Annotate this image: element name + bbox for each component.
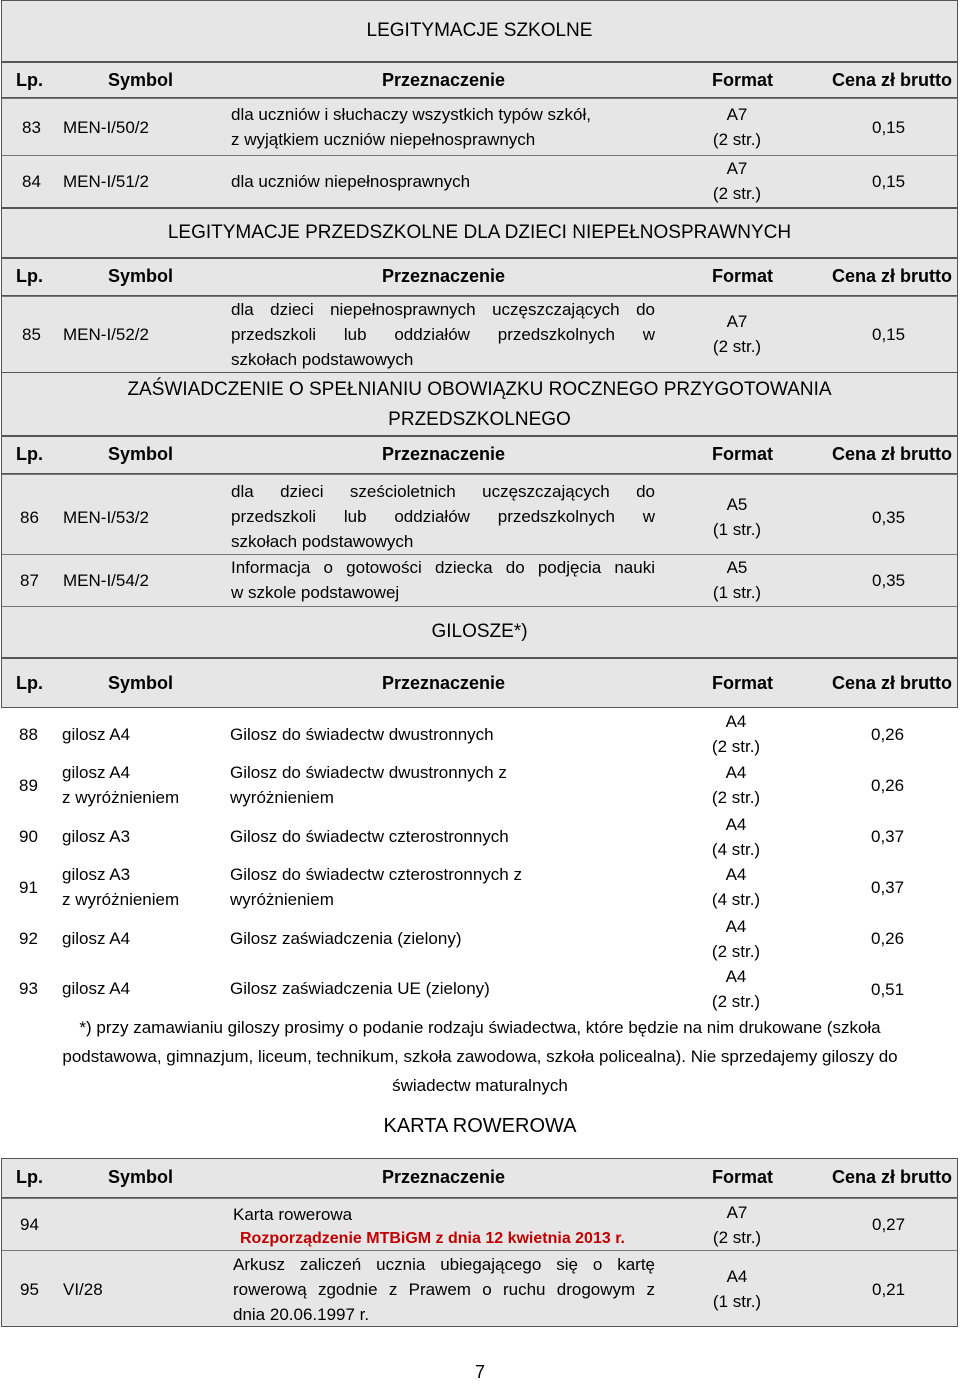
row-description <box>233 1252 655 1327</box>
row-description: Karta rowerowa <box>233 1205 353 1224</box>
row-symbol: MEN-I/53/2 <box>63 508 149 527</box>
row-format: A7 <box>726 159 748 178</box>
row-description: dla uczniów i słuchaczy wszystkich typów szkół, <box>231 105 591 124</box>
table-row <box>1 155 958 208</box>
row-format-pages: (1 str.) <box>712 583 762 602</box>
table-row <box>1 1198 958 1250</box>
row-lp: 88 <box>19 725 38 744</box>
row-format-pages: (2 str.) <box>712 130 762 149</box>
section-title-legitymacje-szkolne <box>1 0 958 62</box>
table-header <box>1 258 958 296</box>
desc-line: rowerową zgodnie z Prawem o ruchu drogowym z <box>233 1280 655 1299</box>
row-format-pages: (1 str.) <box>712 520 762 539</box>
header-purpose: Przeznaczenie <box>382 444 506 464</box>
row-description: dla uczniów niepełnosprawnych <box>231 172 471 191</box>
row-format-pages: (2 str.) <box>711 992 761 1011</box>
header-price: Cena zł brutto <box>832 266 952 286</box>
section-title-legitymacje-przedszkolne <box>1 208 958 258</box>
row-lp: 83 <box>22 118 41 137</box>
header-purpose: Przeznaczenie <box>382 673 506 693</box>
row-price: 0,15 <box>872 325 906 344</box>
row-format: A4 <box>725 815 747 834</box>
footnote-line: świadectw maturalnych <box>392 1076 568 1095</box>
row-format: A4 <box>725 712 747 731</box>
row-lp: 90 <box>19 827 38 846</box>
row-price: 0,21 <box>872 1280 906 1299</box>
row-description: Gilosz do świadectw dwustronnych z <box>230 763 507 782</box>
header-lp: Lp. <box>16 444 43 464</box>
row-format: A4 <box>725 967 747 986</box>
row-format-pages: (4 str.) <box>711 890 761 909</box>
row-symbol-suffix: z wyróżnieniem <box>62 788 180 807</box>
row-price: 0,15 <box>872 118 906 137</box>
header-format: Format <box>712 266 774 286</box>
table-header <box>1 1158 958 1198</box>
row-price: 0,26 <box>871 776 905 795</box>
header-lp: Lp. <box>16 1167 43 1187</box>
row-lp: 93 <box>19 979 38 998</box>
header-purpose: Przeznaczenie <box>382 1167 506 1187</box>
table-row <box>1 812 958 862</box>
section-title-text: ZAŚWIADCZENIE O SPEŁNIANIU OBOWIĄZKU ROCZNEGO PRZYGOTOWANIA <box>127 379 832 400</box>
row-format-pages: (2 str.) <box>711 942 761 961</box>
row-lp: 92 <box>19 929 38 948</box>
row-lp: 95 <box>20 1280 39 1299</box>
section-title-text: LEGITYMACJE PRZEDSZKOLNE DLA DZIECI NIEPEŁNOSPRAWNYCH <box>167 222 792 243</box>
row-description: Gilosz do świadectw dwustronnych <box>230 725 494 744</box>
header-symbol: Symbol <box>108 266 174 286</box>
footnote-line: podstawowa, gimnazjum, liceum, technikum, szkoła zawodowa, szkoła policealna). Nie sprzedajemy giloszy do <box>62 1047 898 1066</box>
header-lp: Lp. <box>16 266 43 286</box>
header-format: Format <box>712 444 774 464</box>
table-row <box>1 914 958 964</box>
row-price: 0,35 <box>872 571 906 590</box>
row-symbol: MEN-I/51/2 <box>63 172 149 191</box>
row-format: A4 <box>725 865 747 884</box>
row-format: A5 <box>726 558 748 577</box>
section-title-gilosze <box>1 606 958 658</box>
row-description <box>231 555 655 605</box>
row-lp: 89 <box>19 776 38 795</box>
header-format: Format <box>712 673 774 693</box>
row-price: 0,37 <box>871 878 905 897</box>
row-symbol: MEN-I/50/2 <box>63 118 149 137</box>
header-purpose: Przeznaczenie <box>382 70 506 90</box>
table-row <box>1 474 958 554</box>
header-price: Cena zł brutto <box>832 673 952 693</box>
row-price: 0,15 <box>872 172 906 191</box>
table-header <box>1 658 958 708</box>
row-symbol: VI/28 <box>63 1280 103 1299</box>
header-symbol: Symbol <box>108 673 174 693</box>
row-symbol: gilosz A4 <box>62 979 131 998</box>
table-header <box>1 436 958 474</box>
gilosze-footnote <box>0 1013 960 1100</box>
header-symbol: Symbol <box>108 1167 174 1187</box>
header-format: Format <box>712 70 774 90</box>
row-lp: 91 <box>19 878 38 897</box>
desc-line: dla dzieci sześcioletnich uczęszczających do <box>231 482 655 501</box>
header-price: Cena zł brutto <box>832 444 952 464</box>
footnote-line: *) przy zamawianiu giloszy prosimy o podanie rodzaju świadectwa, które będzie na nim drukowane (szkoła <box>79 1018 881 1037</box>
desc-line: szkołach podstawowych <box>231 532 414 551</box>
section-title-text: PRZEDSZKOLNEGO <box>388 409 571 430</box>
desc-line: w szkole podstawowej <box>231 583 400 602</box>
header-symbol: Symbol <box>108 444 174 464</box>
section-title-text: LEGITYMACJE SZKOLNE <box>366 20 593 41</box>
header-format: Format <box>712 1167 774 1187</box>
row-price: 0,26 <box>871 929 905 948</box>
row-symbol-suffix: z wyróżnieniem <box>62 890 180 909</box>
desc-line: Arkusz zaliczeń ucznia ubiegającego się o kartę <box>233 1255 655 1274</box>
section-title-text: GILOSZE*) <box>431 621 528 642</box>
row-format-pages: (2 str.) <box>711 737 761 756</box>
row-format: A7 <box>726 105 748 124</box>
row-price: 0,26 <box>871 725 905 744</box>
section-title-karta-rowerowa: KARTA ROWEROWA <box>383 1115 577 1137</box>
row-lp: 86 <box>20 508 39 527</box>
row-description: wyróżnieniem <box>230 890 334 909</box>
row-symbol: gilosz A4 <box>62 763 131 782</box>
desc-line: przedszkoli lub oddziałów przedszkolnych w <box>231 507 655 526</box>
desc-line: dnia 20.06.1997 r. <box>233 1305 370 1324</box>
header-price: Cena zł brutto <box>832 1167 952 1187</box>
desc-line: Informacja o gotowości dziecka do podjęcia nauki <box>231 558 655 577</box>
row-lp: 87 <box>20 571 39 590</box>
row-description: Gilosz zaświadczenia UE (zielony) <box>230 979 490 998</box>
table-row <box>1 296 958 372</box>
row-symbol: gilosz A4 <box>62 725 131 744</box>
section-title-zaswiadczenie <box>1 372 958 436</box>
table-header <box>1 62 958 98</box>
row-format: A7 <box>726 312 748 331</box>
table-row <box>1 708 958 760</box>
row-format-pages: (4 str.) <box>711 840 761 859</box>
row-format-pages: (2 str.) <box>712 337 762 356</box>
row-price: 0,37 <box>871 827 905 846</box>
header-lp: Lp. <box>16 673 43 693</box>
table-row <box>1 862 958 914</box>
desc-line: szkołach podstawowych <box>231 350 414 369</box>
desc-line: przedszkoli lub oddziałów przedszkolnych w <box>231 325 655 344</box>
row-symbol: MEN-I/52/2 <box>63 325 149 344</box>
row-format-pages: (2 str.) <box>712 184 762 203</box>
row-description: Gilosz do świadectw czterostronnych z <box>230 865 522 884</box>
row-description <box>231 297 655 372</box>
table-row <box>1 1250 958 1327</box>
row-lp: 84 <box>22 172 41 191</box>
row-symbol: gilosz A3 <box>62 827 131 846</box>
header-lp: Lp. <box>16 70 43 90</box>
row-format: A4 <box>726 1267 748 1286</box>
row-format-pages: (2 str.) <box>712 1228 762 1247</box>
row-description: Gilosz do świadectw czterostronnych <box>230 827 509 846</box>
row-description <box>231 479 655 554</box>
row-symbol: gilosz A4 <box>62 929 131 948</box>
row-format: A7 <box>726 1203 748 1222</box>
row-price: 0,27 <box>872 1215 906 1234</box>
row-symbol: MEN-I/54/2 <box>63 571 149 590</box>
regulation-reference: Rozporządzenie MTBiGM z dnia 12 kwietnia 2013 r. <box>240 1230 625 1247</box>
desc-line: dla dzieci niepełnosprawnych uczęszczających do <box>231 300 655 319</box>
row-format: A4 <box>725 917 747 936</box>
table-row <box>1 760 958 812</box>
table-row <box>1 98 958 155</box>
row-format: A4 <box>725 763 747 782</box>
row-description: Gilosz zaświadczenia (zielony) <box>230 929 462 948</box>
row-lp: 94 <box>20 1215 39 1234</box>
header-price: Cena zł brutto <box>832 70 952 90</box>
row-symbol: gilosz A3 <box>62 865 131 884</box>
header-purpose: Przeznaczenie <box>382 266 506 286</box>
page-number: 7 <box>474 1362 485 1382</box>
header-symbol: Symbol <box>108 70 174 90</box>
row-price: 0,35 <box>872 508 906 527</box>
row-description: wyróżnieniem <box>230 788 334 807</box>
row-format-pages: (1 str.) <box>712 1292 762 1311</box>
row-format-pages: (2 str.) <box>711 788 761 807</box>
row-description: z wyjątkiem uczniów niepełnosprawnych <box>231 130 536 149</box>
row-price: 0,51 <box>871 980 905 999</box>
row-lp: 85 <box>22 325 41 344</box>
table-row <box>1 964 958 1014</box>
table-row <box>1 554 958 606</box>
row-format: A5 <box>726 495 748 514</box>
